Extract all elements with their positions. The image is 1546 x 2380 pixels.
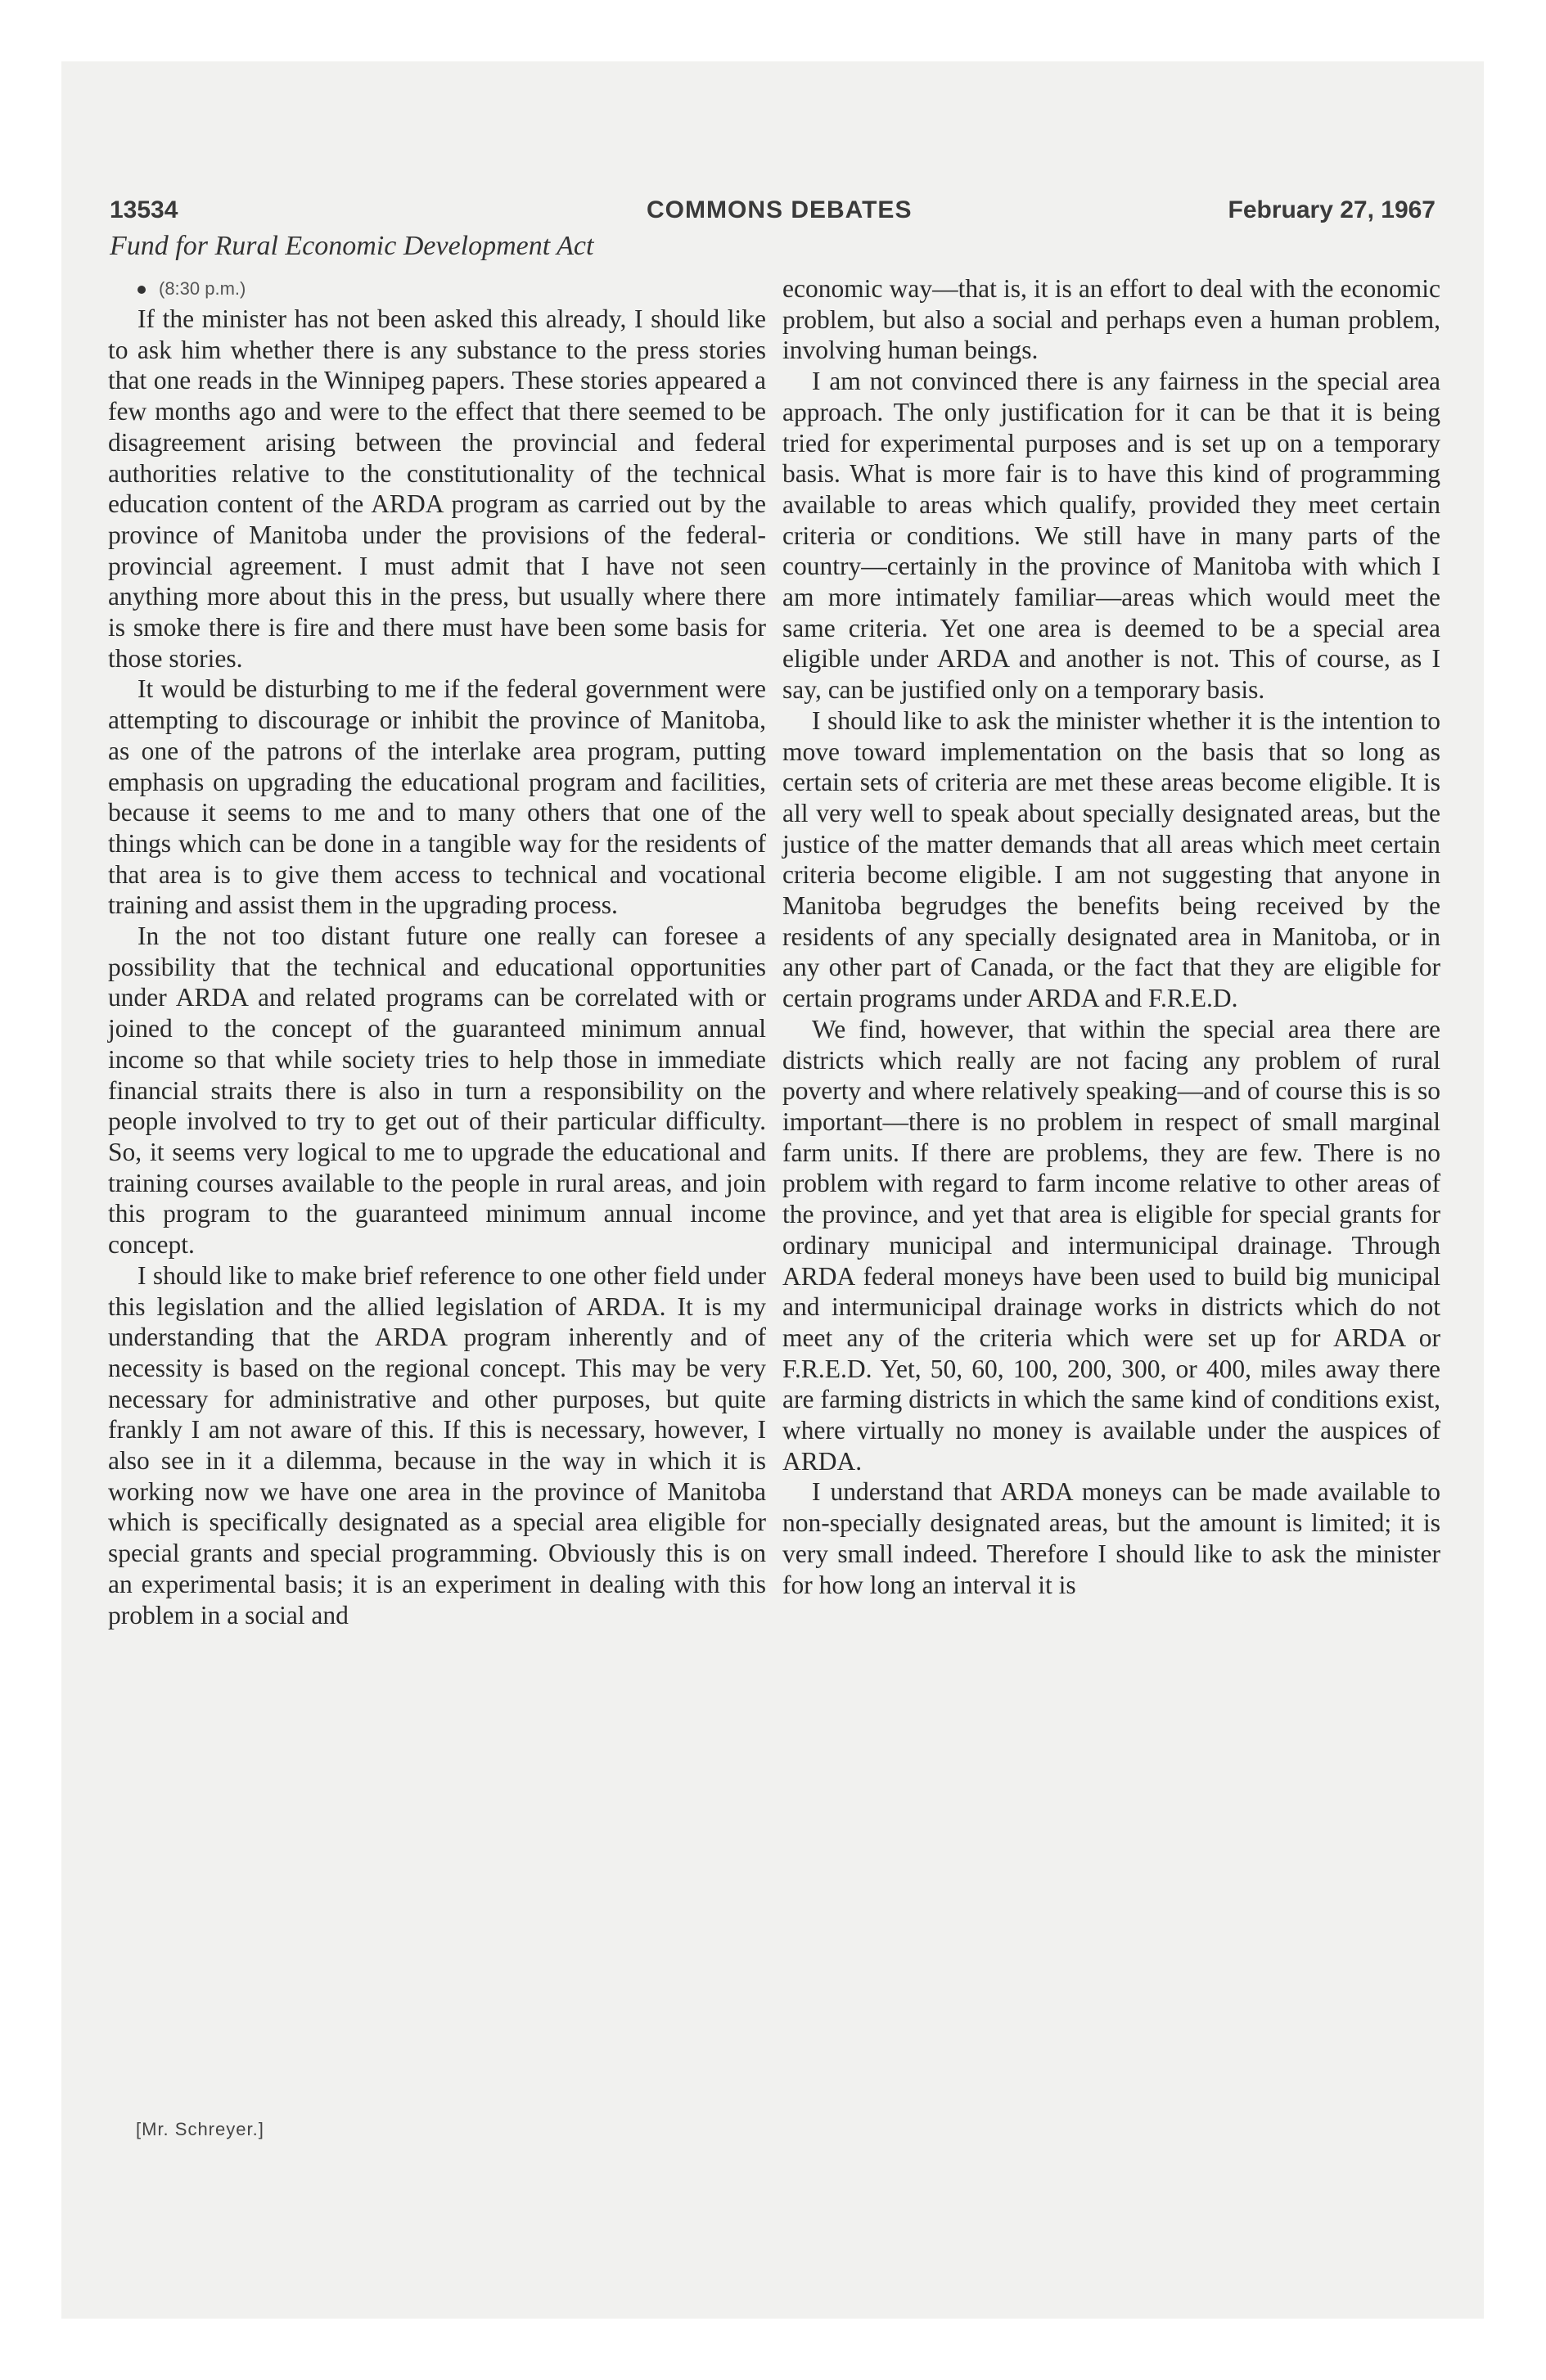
- left-column: [108, 273, 766, 1630]
- paragraph: It would be disturbing to me if the federal government were attempting to discourage or inhibit the province of Manitoba, as one of the patrons of the interlake area program, putting emphasis on upgrading the educational program and facilities, because it seems to me and to many others that one of the things which can be done in a tangible way for the residents of that area is to give them access to technical and vocational training and assist them in the upgrading process.: [108, 674, 766, 920]
- paragraph: economic way—that is, it is an effort to deal with the economic problem, but also a social and perhaps even a human problem, involving human beings.: [782, 274, 1440, 365]
- paragraph: I am not convinced there is any fairness in the special area approach. The only justification for it can be that it is being tried for experimental purposes and is set up on a temporary basis. What is more fair is to have this kind of programming available to areas which qualify, provided they meet certain criteria or conditions. We still have in many parts of the country—certainly in the province of Manitoba with which I am more intimately familiar—areas which would meet the same criteria. Yet one area is deemed to be a special area eligible under ARDA and another is not. This of course, as I say, can be justified only on a temporary basis.: [782, 367, 1440, 705]
- bullet-icon: [137, 286, 146, 294]
- paragraph: We find, however, that within the special area there are districts which really are not facing any problem of rural poverty and where relatively speaking—and of course this is so important—there is no problem in respect of small marginal farm units. If there are problems, they are few. There is no problem with regard to farm income relative to other areas of the province, and yet that area is eligible for special grants for ordinary municipal and intermunicipal drainage. Through ARDA federal moneys have been used to build big municipal and intermunicipal drainage works in districts which do not meet any of the criteria which were set up for ARDA or F.R.E.D. Yet, 50, 60, 100, 200, 300, or 400, miles away there are farming districts in which the same kind of conditions exist, where virtually no money is available under the auspices of ARDA.: [782, 1014, 1440, 1476]
- timestamp-text: (8:30 p.m.): [159, 278, 246, 299]
- page-header: [110, 196, 1436, 229]
- paragraph: In the not too distant future one really can foresee a possibility that the technical and educational opportunities under ARDA and related programs can be correlated with or joined to the concept of the guaranteed minimum annual income so that while society tries to help those in immediate financial straits there is also in turn a responsibility on the people involved to try to get out of their particular difficulty. So, it seems very logical to me to upgrade the educational and training courses available to the people in rural areas, and join this program to the guaranteed minimum annual income concept.: [108, 922, 766, 1260]
- section-subtitle: Fund for Rural Economic Development Act: [110, 231, 594, 261]
- right-column: [782, 273, 1440, 1600]
- publication-title: COMMONS DEBATES: [647, 196, 913, 223]
- paragraph: I should like to make brief reference to one other field under this legislation and the allied legislation of ARDA. It is my understanding that the ARDA program inherently and of necessity is based on the regional concept. This may be very necessary for administrative and other purposes, but quite frankly I am not aware of this. If this is necessary, however, I also see in it a dilemma, because in the way in which it is working now we have one area in the province of Manitoba which is specifically designated as a special area eligible for special grants and special programming. Obviously this is on an experimental basis; it is an experiment in dealing with this problem in a social and: [108, 1260, 766, 1629]
- page-number: 13534: [110, 196, 178, 223]
- paragraph: If the minister has not been asked this already, I should like to ask him whether there is any substance to the press stories that one reads in the Winnipeg papers. These stories appeared a few months ago and were to the effect that there seemed to be disagreement arising between the provincial and federal authorities relative to the constitutionality of the technical education content of the ARDA program as carried out by the province of Manitoba under the provisions of the federal-provincial agreement. I must admit that I have not seen anything more about this in the press, but usually where there is smoke there is fire and there must have been some basis for those stories.: [108, 304, 766, 673]
- speaker-attribution: [Mr. Schreyer.]: [136, 2119, 264, 2139]
- paragraph: I understand that ARDA moneys can be made available to non-specially designated areas, but the amount is limited; it is very small indeed. Therefore I should like to ask the minister for how long an interval it is: [782, 1477, 1440, 1599]
- timestamp: [108, 273, 766, 304]
- paragraph: I should like to ask the minister whether it is the intention to move toward implementation on the basis that so long as certain sets of criteria are met these areas become eligible. It is all very well to speak about specially designated areas, but the justice of the matter demands that all areas which meet certain criteria become eligible. I am not suggesting that anyone in Manitoba begrudges the benefits being received by the residents of any specially designated area in Manitoba, or in any other part of Canada, or the fact that they are eligible for certain programs under ARDA and F.R.E.D.: [782, 705, 1440, 1013]
- publication-date: February 27, 1967: [1228, 196, 1436, 223]
